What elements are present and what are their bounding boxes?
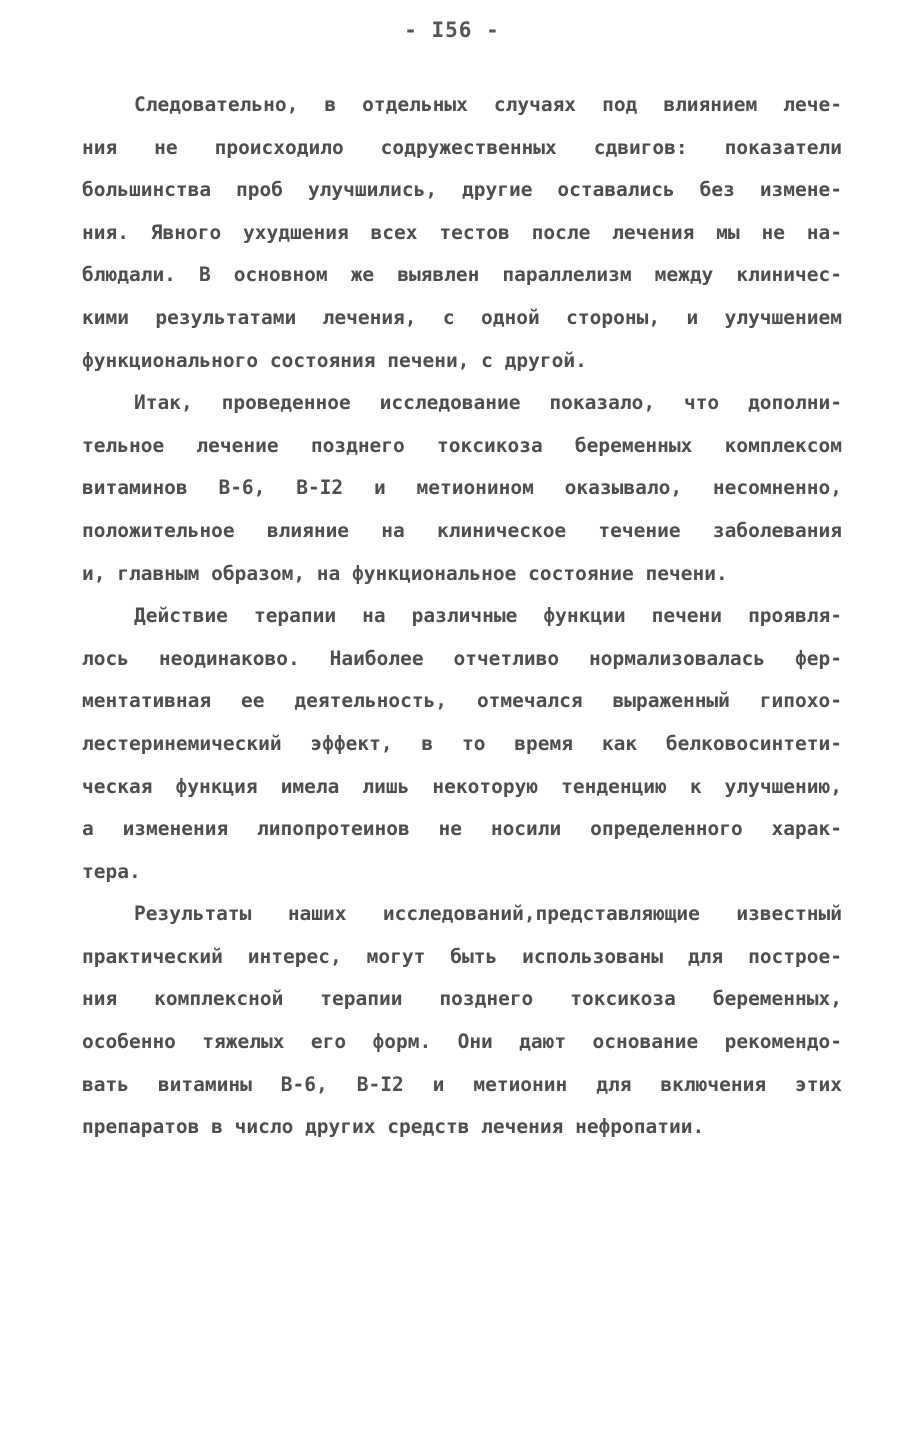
- paragraph: [82, 382, 842, 595]
- paragraph: [82, 595, 842, 893]
- text-line: Следовательно, в отдельных случаях под влиянием лече-: [134, 93, 842, 116]
- text-line: большинства проб улучшились, другие оставались без измене-: [82, 178, 842, 202]
- text-line: особенно тяжелых его форм. Они дают основание рекомендо-: [82, 1030, 842, 1054]
- text-line: кими результатами лечения, с одной стороны, и улучшением: [82, 305, 842, 329]
- text-line: ментативная ее деятельность, отмечался выраженный гипохо-: [82, 689, 842, 713]
- text-line: и, главным образом, на функциональное состояние печени.: [82, 561, 728, 585]
- text-line: функционального состояния печени, с другой.: [82, 348, 587, 372]
- text-line: практический интерес, могут быть использованы для построе-: [82, 944, 842, 968]
- text-line: блюдали. В основном же выявлен параллелизм между клиничес-: [82, 263, 842, 287]
- paragraph: [82, 84, 842, 382]
- text-line: ния не происходило содружественных сдвигов: показатели: [82, 135, 842, 159]
- text-line: лось неодинаково. Наиболее отчетливо нормализовалась фер-: [82, 646, 842, 670]
- text-line: Действие терапии на различные функции печени проявля-: [134, 604, 842, 628]
- text-line: ния комплексной терапии позднего токсикоза беременных,: [82, 987, 842, 1011]
- text-line: ческая функция имела лишь некоторую тенденцию к улучшению,: [82, 774, 842, 798]
- paragraph: [82, 893, 842, 1149]
- text-line: лестеринемический эффект, в то время как белковосинтети-: [82, 731, 842, 755]
- text-line: вать витамины В-6, В-I2 и метионин для включения этих: [82, 1072, 842, 1096]
- page-number: - I56 -: [404, 18, 500, 42]
- text-line: тера.: [82, 859, 141, 883]
- text-line: Результаты наших исследований,представляющие известный: [134, 902, 842, 926]
- text-line: тельное лечение позднего токсикоза беременных комплексом: [82, 433, 842, 457]
- text-line: витаминов В-6, В-I2 и метионином оказывало, несомненно,: [82, 476, 842, 500]
- body-text: [82, 84, 842, 1149]
- text-line: ния. Явного ухудшения всех тестов после лечения мы не на-: [82, 220, 842, 244]
- text-line: препаратов в число других средств лечения нефропатии.: [82, 1115, 705, 1139]
- text-line: а изменения липопротеинов не носили определенного харак-: [82, 817, 842, 841]
- text-line: Итак, проведенное исследование показало, что дополни-: [134, 391, 842, 415]
- text-line: положительное влияние на клиническое течение заболевания: [82, 518, 842, 542]
